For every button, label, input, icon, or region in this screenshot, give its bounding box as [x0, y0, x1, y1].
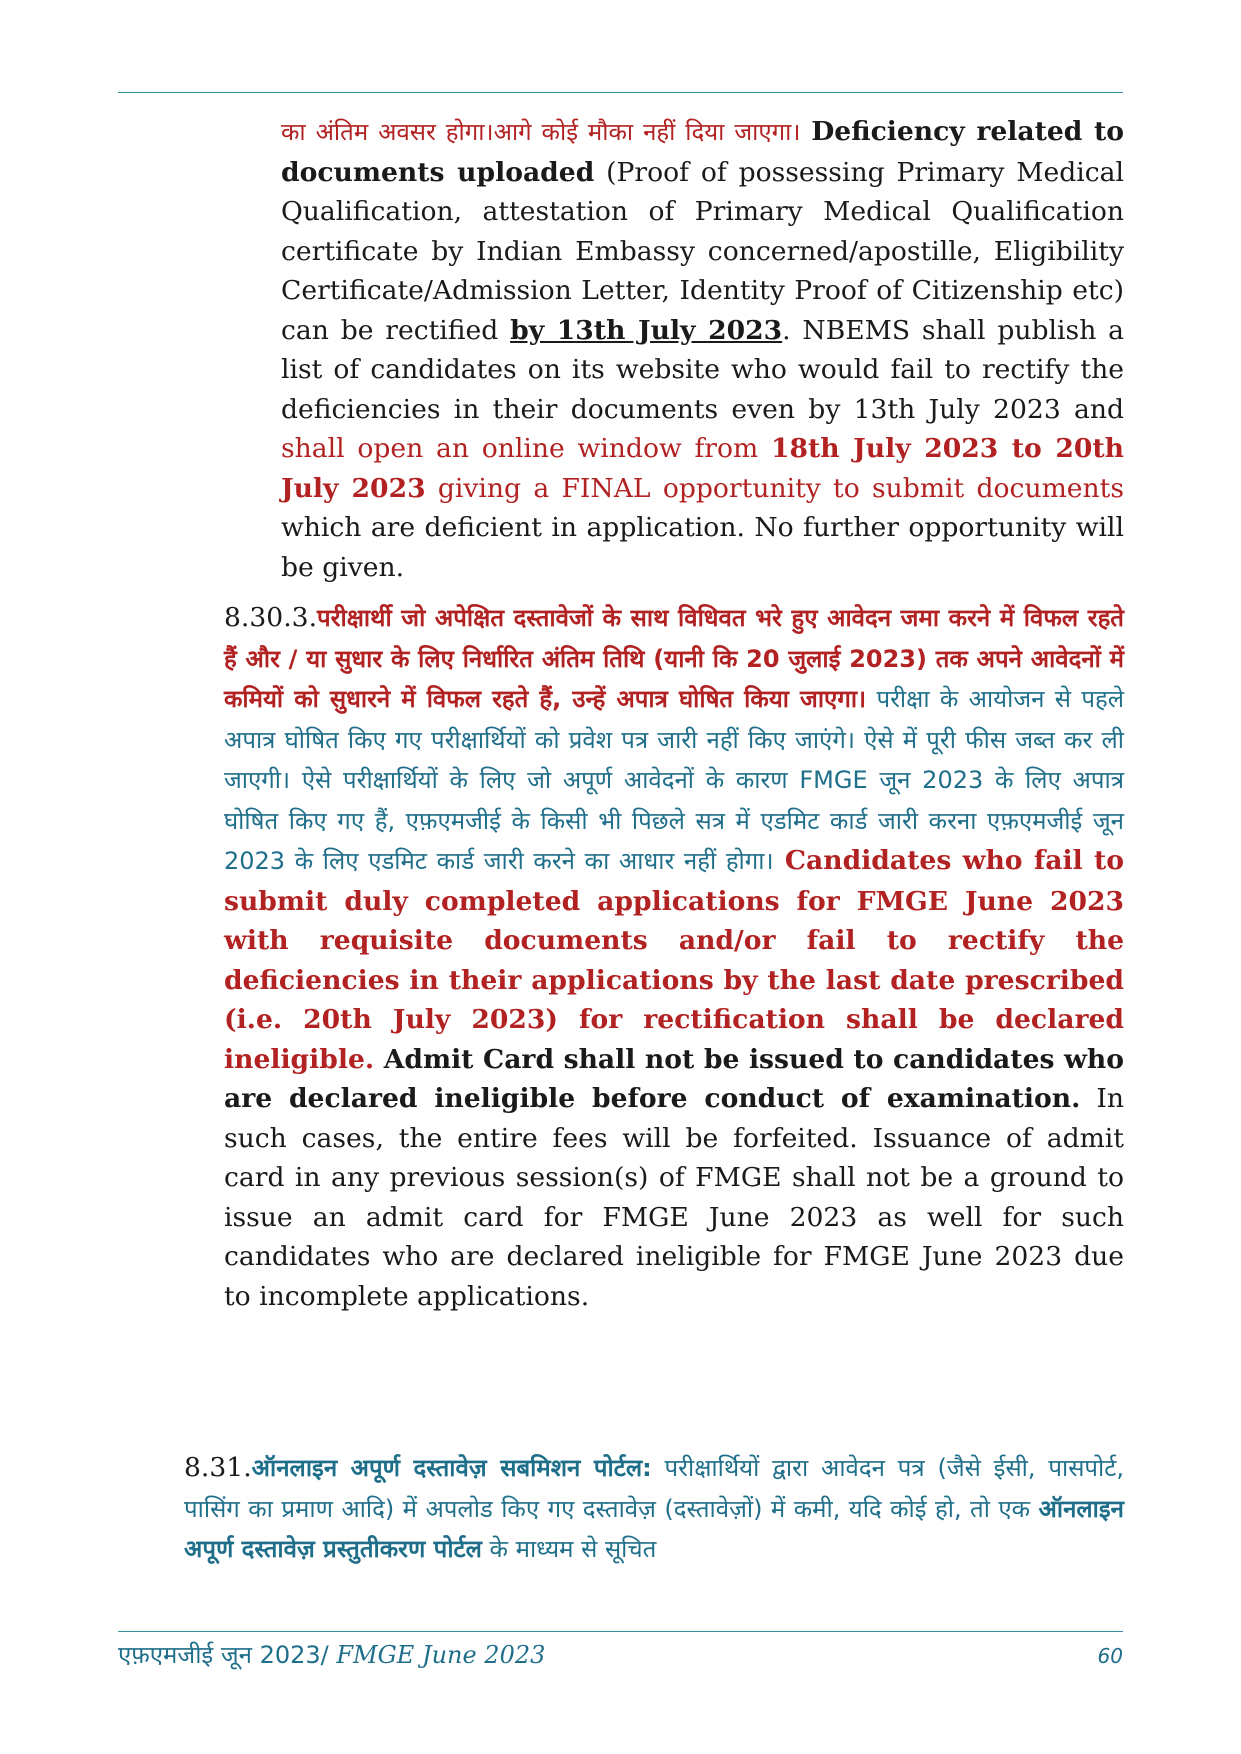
admit-card-statement: Admit Card shall not be issued to candidates who are declared ineligible before conduct of examination.: [224, 1043, 1124, 1114]
english-ineligibility-bold: Candidates who fail to submit duly completed applications for FMGE June 2023 with requisite documents and/or fail to rectify the deficiencies in their applications by the last date prescribed (i.e. 20th July 2023) for rectification shall be declared ineligible.: [224, 845, 1124, 1075]
online-window-text-a: shall open an online window from: [281, 433, 771, 464]
section-8-30-3: [224, 598, 1124, 1316]
footer-title: [118, 1638, 545, 1671]
section-number: 8.31.: [184, 1452, 252, 1483]
section-8-31: [184, 1448, 1124, 1570]
portal-name: ऑनलाइन अपूर्ण दस्तावेज़ प्रस्तुतीकरण पोर्टल: [184, 1494, 1124, 1563]
hindi-ineligibility-text: परीक्षा के आयोजन से पहले अपात्र घोषित किए गए परीक्षार्थियों को प्रवेश पत्र जारी नहीं किए जाएंगे। ऐसे में पूरी फीस जब्त कर ली जाएगी। ऐसे परीक्षार्थियों के लिए जो अपूर्ण आवेदनों के कारण FMGE जून 2023 के लिए अपात्र घोषित किए गए हैं, एफ़एमजीई के किसी भी पिछले सत्र में एडमिट कार्ड जारी करना एफ़एमजीई जून 2023 के लिए एडमिट कार्ड जारी करने का आधार नहीं होगा।: [224, 685, 1124, 875]
deficiency-heading: Deficiency related to documents uploaded: [281, 116, 1124, 188]
online-window-dates: 18th July 2023 to 20th July 2023: [281, 433, 1124, 504]
section-number: 8.30.3.: [224, 602, 318, 633]
deficiency-body-c: which are deficient in application. No further opportunity will be given.: [281, 512, 1124, 583]
portal-text-b: के माध्यम से सूचित: [481, 1535, 657, 1563]
footer-english: FMGE June 2023: [328, 1641, 546, 1669]
deadline-date: by 13th July 2023: [510, 314, 783, 346]
page-number: 60: [1097, 1644, 1123, 1668]
paragraph-deficiency-continuation: [281, 112, 1124, 587]
portal-text-a: परीक्षार्थियों द्वारा आवेदन पत्र (जैसे ईसी, पासपोर्ट, पासिंग का प्रमाण आदि) में अपलोड किए गए दस्तावेज़ (दस्तावेज़ों) में कमी, यदि कोई हो, तो एक: [184, 1454, 1124, 1523]
deficiency-body-a: (Proof of possessing Primary Medical Qualification, attestation of Primary Medical Qualification certificate by Indian Embassy concerned/apostille, Eligibility Certificate/Admission Letter, Identity Proof of Citizenship etc) can be rectified: [281, 156, 1124, 346]
footer-rule: [118, 1631, 1123, 1632]
portal-heading: ऑनलाइन अपूर्ण दस्तावेज़ सबमिशन पोर्टल:: [251, 1454, 652, 1482]
footer-hindi: एफ़एमजीई जून 2023/: [118, 1641, 329, 1669]
online-window-text-b: giving a FINAL opportunity to submit documents: [425, 472, 1124, 504]
hindi-ineligibility-bold: परीक्षार्थी जो अपेक्षित दस्तावेजों के साथ विधिवत भरे हुए आवेदन जमा करने में विफल रहते हैं और / या सुधार के लिए निर्धारित अंतिम तिथि (यानी कि 20 जुलाई 2023) तक अपने आवेदनों में कमियों को सुधारने में विफल रहते हैं, उन्हें अपात्र घोषित किया जाएगा।: [224, 604, 1124, 713]
hindi-final-chance-text: का अंतिम अवसर होगा।आगे कोई मौका नहीं दिया जाएगा।: [281, 118, 801, 146]
fees-forfeited-text: In such cases, the entire fees will be forfeited. Issuance of admit card in any previous session(s) of FMGE shall not be a ground to issue an admit card for FMGE June 2023 as well for such candidates who are declared ineligible for FMGE June 2023 due to incomplete applications.: [224, 1083, 1124, 1312]
deficiency-body-b: . NBEMS shall publish a list of candidates on its website who would fail to rectify the deficiencies in their documents even by 13th July 2023 and: [281, 314, 1124, 425]
header-rule: [118, 92, 1123, 93]
